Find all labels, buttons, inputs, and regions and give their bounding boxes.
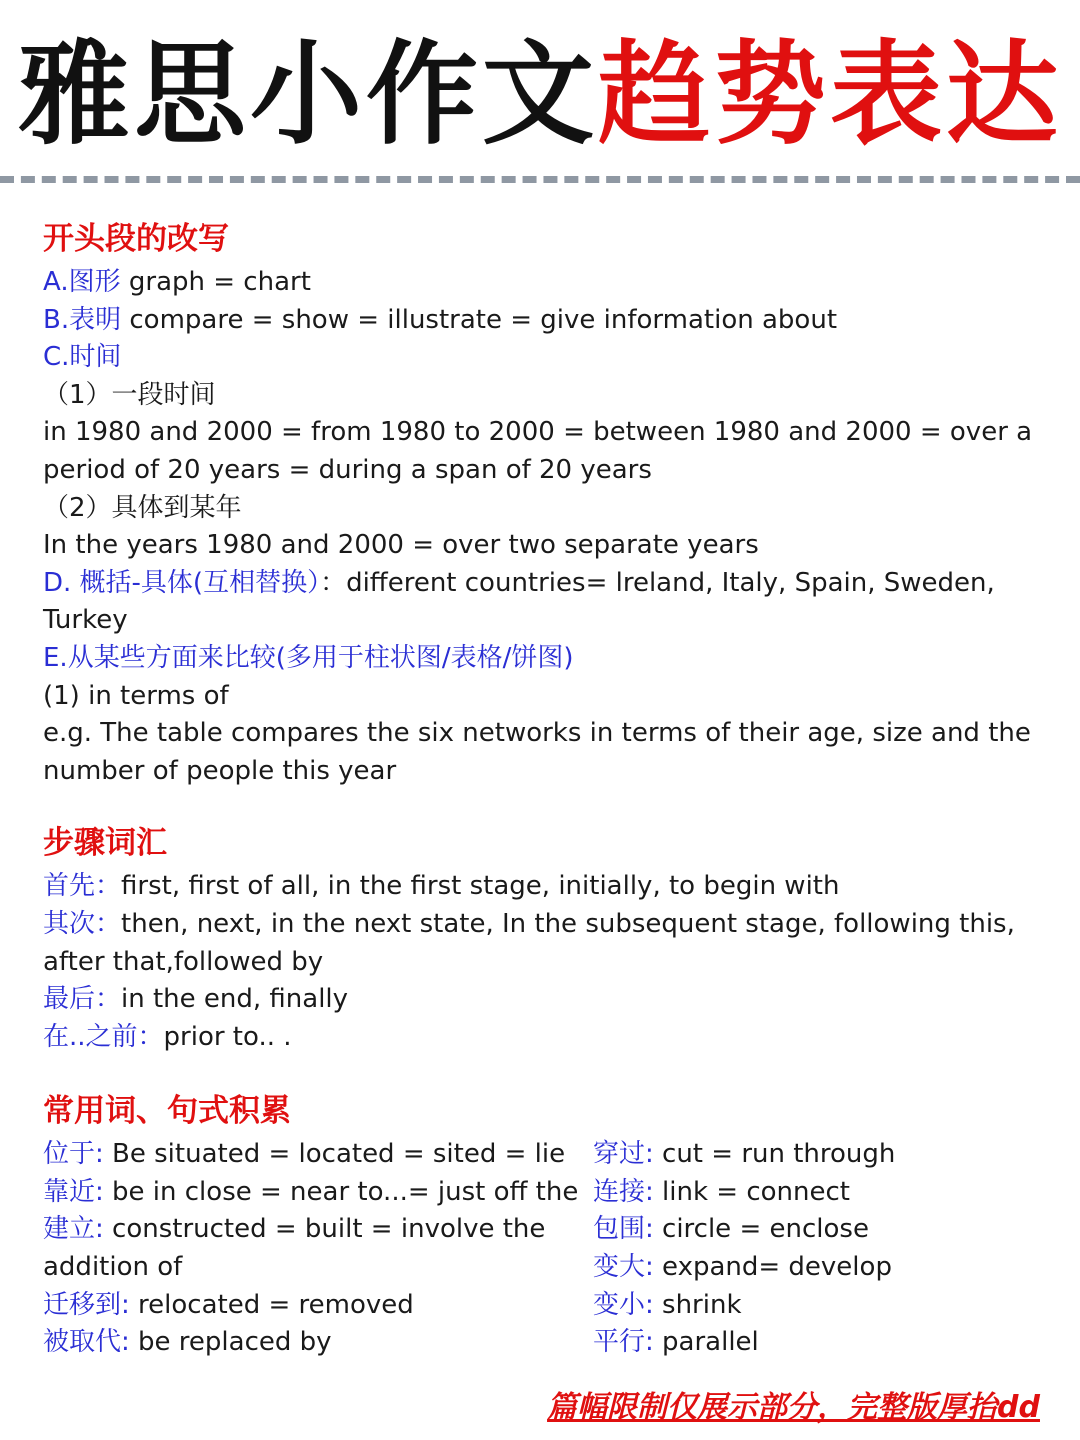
list-item (43, 1019, 1053, 1057)
item-label: 包围: (593, 1214, 654, 1245)
list-item (593, 1287, 1053, 1325)
item-text: parallel (653, 1327, 759, 1358)
item-b (43, 302, 1053, 340)
item-label: 平行: (593, 1327, 654, 1358)
item-c-text2: In the years 1980 and 2000 = over two separate years (43, 530, 759, 561)
item-label: 变小: (593, 1289, 654, 1320)
item-d (43, 565, 1053, 640)
list-item (593, 1136, 1053, 1174)
item-label: 迁移到: (43, 1289, 130, 1320)
list-item (43, 981, 1053, 1019)
item-label: 被取代: (43, 1327, 130, 1358)
item-text: constructed = built = involve the addition of (43, 1214, 546, 1283)
item-text: cut = run through (653, 1139, 896, 1170)
list-item (43, 1174, 593, 1212)
item-e-text1: e.g. The table compares the six networks in terms of their age, size and the number of people this year (43, 718, 1031, 786)
title-red-part: 趋势表达 (598, 30, 1062, 160)
list-item (593, 1211, 1053, 1249)
item-text: link = connect (653, 1176, 850, 1207)
item-text: first, first of all, in the first stage, initially, to begin with (121, 871, 840, 902)
item-text: compare = show = illustrate = give information about (121, 304, 838, 335)
right-column (593, 1136, 1053, 1362)
left-column (43, 1136, 593, 1362)
dashed-divider (0, 176, 1080, 183)
item-c-sub1: （1）一段时间 (43, 379, 216, 410)
item-label: D. 概括-具体(互相替换） (43, 567, 321, 598)
item-label: 变大: (593, 1252, 654, 1283)
item-text: relocated = removed (129, 1289, 414, 1320)
item-a (43, 264, 1053, 302)
list-item (43, 1287, 593, 1325)
item-e-sub1: (1) in terms of (43, 680, 229, 711)
item-c-text1: in 1980 and 2000 = from 1980 to 2000 = between 1980 and 2000 = over a period of 20 years = during a span of 20 years (43, 417, 1033, 485)
section-opening-rewrite (43, 214, 1053, 790)
list-item (43, 1136, 593, 1174)
list-item (43, 906, 1053, 981)
section-heading: 常用词、句式积累 (43, 1093, 291, 1130)
section-heading: 开头段的改写 (43, 221, 229, 257)
item-text: in the end, finally (121, 984, 349, 1015)
section-common-phrases (43, 1086, 1053, 1362)
item-text: be in close = near to...= just off the (103, 1176, 579, 1207)
item-text: then, next, in the next state, In the subsequent stage, following this, after that,followed by (43, 908, 1015, 977)
spacer (43, 790, 1053, 818)
item-label: 建立: (43, 1214, 104, 1245)
item-text: graph = chart (120, 267, 311, 297)
item-label: 其次： (43, 908, 122, 939)
section-step-vocabulary (43, 818, 1053, 1056)
page-title (0, 20, 1080, 170)
item-label: 最后： (43, 984, 122, 1015)
item-label: 位于: (43, 1139, 104, 1170)
item-label: 靠近: (43, 1176, 104, 1207)
item-label: B.表明 (43, 304, 122, 335)
item-text: circle = enclose (653, 1214, 869, 1245)
list-item (593, 1324, 1053, 1362)
item-text: Be situated = located = sited = lie (103, 1139, 566, 1170)
item-text: ：different countries= lreland, Italy, Spain, Sweden, Turkey (43, 567, 995, 636)
item-text: prior to.. . (163, 1021, 292, 1052)
item-label: A.图形 (43, 267, 121, 297)
item-c-label: C.时间 (43, 342, 122, 373)
spacer (43, 1056, 1053, 1086)
footer-note: 篇幅限制仅展示部分，完整版厚抬dd (547, 1390, 1040, 1425)
item-label: 穿过: (593, 1139, 654, 1170)
item-text: shrink (653, 1289, 742, 1320)
two-column-list (43, 1136, 1053, 1362)
item-text: expand= develop (653, 1252, 892, 1283)
item-c-sub2: （2）具体到某年 (43, 492, 242, 523)
item-text: be replaced by (129, 1327, 332, 1358)
list-item (43, 1324, 593, 1362)
list-item (43, 1211, 593, 1286)
section-heading: 步骤词汇 (43, 825, 167, 862)
item-label: 首先： (43, 871, 122, 902)
item-label: 在..之前： (43, 1021, 164, 1052)
list-item (43, 868, 1053, 906)
title-black-part: 雅思小作文 (18, 30, 598, 160)
list-item (593, 1249, 1053, 1287)
list-item (593, 1174, 1053, 1212)
main-content (43, 214, 1053, 1362)
item-e-label: E.从某些方面来比较(多用于柱状图/表格/饼图) (43, 642, 574, 673)
item-label: 连接: (593, 1176, 654, 1207)
